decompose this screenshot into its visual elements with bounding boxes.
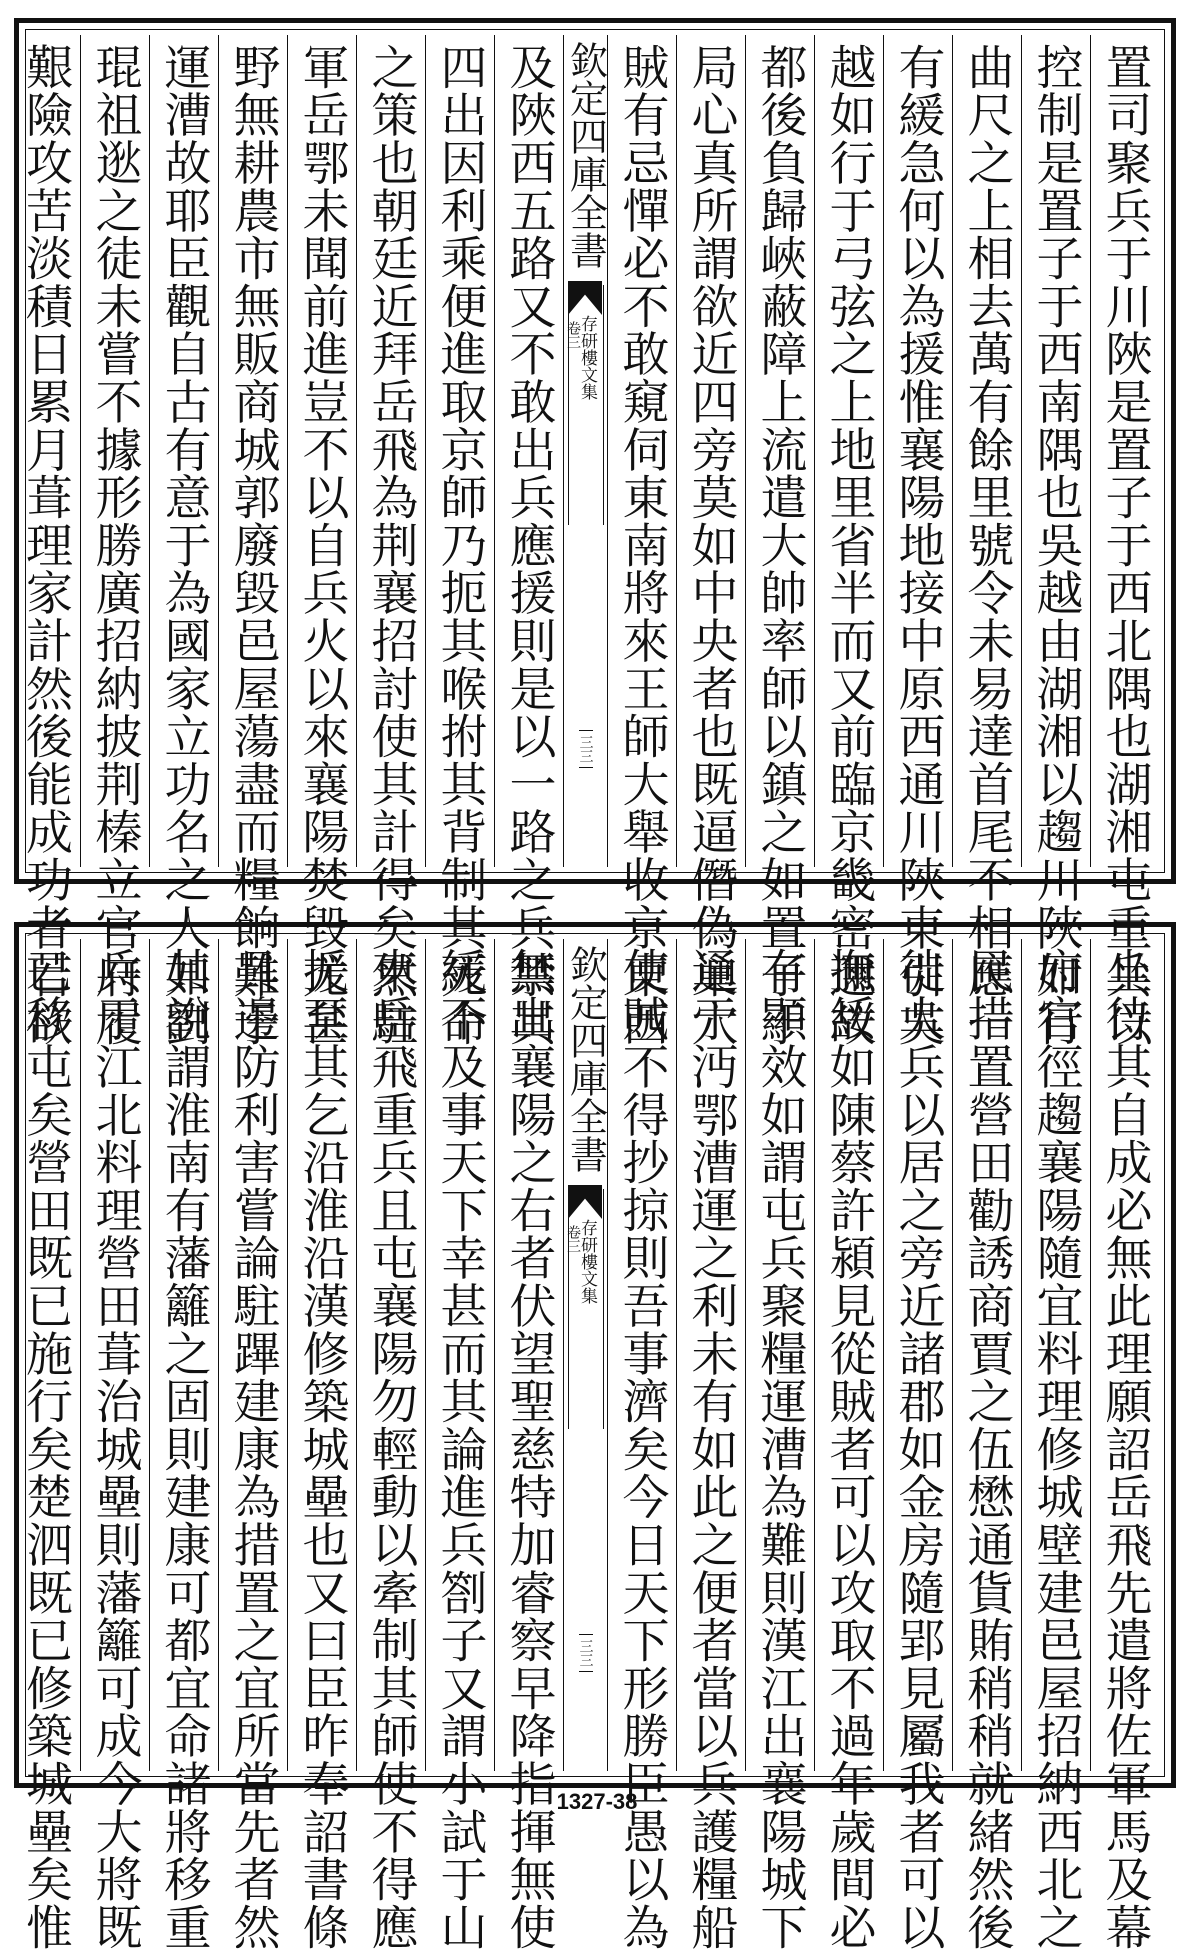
text-column [356,35,425,1047]
center-fold-column [563,35,607,867]
text-column [80,35,149,1047]
text-column [287,939,356,1951]
column-text: 置司聚兵于川陜是置子于西北隅也湖湘屯重兵以 [1097,43,1153,1047]
column-text: 都後負歸峽蔽障上流遣大帥率師以鎮之如置子于 [752,43,808,1047]
column-text: 使賊不得抄掠則吾事濟矣今日天下形勝臣愚以為 [614,947,670,1951]
column-text: 兵于江北料理營田葺治城壘則藩籬可成今大將既 [87,947,143,1951]
volume-label: 卷三 [565,321,581,349]
column-text: 琨祖逖之徒未嘗不據形勝廣招納披荆榛立官府履 [87,43,143,1047]
text-column [1021,35,1090,1047]
text-column [745,35,814,1047]
text-column [607,939,676,1951]
column-text: 曲尺之上相去萬有餘里號令未易達首尾不相應一 [959,43,1015,1047]
text-column [676,939,745,1951]
column-text: 及陜西五路又不敢出兵應援則是以一路之兵禁其 [501,43,557,1047]
center-fold-column [563,939,607,1771]
text-column [425,35,494,1047]
column-text: 援至其乞沿淮沿漢修築城壘也又曰臣昨奉詔書條 [294,947,350,1951]
text-column [883,939,952,1951]
text-column [11,35,80,1047]
text-column [952,35,1021,1047]
book-title: 欽定四庫全書 [563,41,608,269]
text-column [814,939,883,1951]
column-text: 撫綏如陳蔡許潁見從賊者可以攻取不過年歲間必 [821,947,877,1951]
text-column [494,35,563,1047]
text-column [149,939,218,1951]
column-text: 運漕故耶臣觀自古有意于為國家立功名之人如劉 [156,43,212,1047]
text-column [952,939,1021,1951]
top-text-columns [18,35,1159,1047]
text-column [1090,35,1159,1047]
text-column [1021,939,1090,1951]
fishtail-mark-icon [568,281,602,315]
text-column [11,939,80,1951]
column-text: 徙大兵以居之旁近諸郡如金房隨郢見屬我者可以 [890,947,946,1951]
text-column [80,939,149,1951]
column-text: 府官徑趨襄陽隨宜料理修城壁建邑屋招納西北之 [1028,947,1084,1951]
column-text: 坐待其自成必無此理願詔岳飛先遣將佐軍馬及幕 [1097,947,1153,1951]
column-text: 四出因利乘便進取京師乃扼其喉拊其背制其死命 [432,43,488,1047]
column-text: 具邊防利害嘗論駐蹕建康為措置之宜所當先者然 [225,947,281,1951]
section-title: 存研樓文集 [577,1219,597,1304]
page-number: 1327-38 [556,1789,638,1814]
column-text: 野無耕農市無販商城郭廢毀邑屋蕩盡而糧餉難于 [225,43,281,1047]
column-text: 艱險攻苦淡積日累月葺理家計然後能成功者若欲 [18,43,73,1047]
column-text: 已移屯矣營田既已施行矣楚泗既已修築城壘矣惟 [18,947,73,1951]
text-column [494,939,563,1951]
fishtail-mark-icon [568,1185,602,1219]
column-text: 賊有忌憚必不敢窺伺東南將來王師大舉收京東西 [614,43,670,1047]
column-text: 軍岳鄂未聞前進豈不以自兵火以來襄陽焚毀尤甚 [294,43,350,1047]
section-title: 存研樓文集 [577,315,597,400]
text-column [149,35,218,1047]
volume-label: 卷三 [565,1225,581,1253]
text-column [425,939,494,1951]
leaf-number: 三三 [579,1634,593,1672]
text-column [814,35,883,1047]
column-text: 控制是置子于西南隅也吳越由湖湘以趨川陜如行 [1028,43,1084,1047]
text-column [676,35,745,1047]
text-column [607,35,676,1047]
column-text: 其說謂淮南有藩籬之固則建康可都宜命諸將移重 [156,947,212,1951]
column-text: 越如行于弓弦之上地里省半而又前臨京畿密邇故 [821,43,877,1047]
text-column [1090,939,1159,1951]
leaf-number: 三三 [579,730,593,768]
text-column [745,939,814,1951]
column-text: 通于沔鄂漕運之利未有如此之便者當以兵護糧船 [683,947,739,1951]
book-title: 欽定四庫全書 [563,945,608,1173]
top-page-frame [14,18,1176,1047]
text-column [356,939,425,1951]
column-text: 緩不及事天下幸甚而其論進兵劄子又謂小試于山 [432,947,488,1951]
column-text: 民措置營田勸誘商賈之伍懋通貨賄稍稍就緒然後 [959,947,1015,1951]
column-text: 局心真所謂欲近四旁莫如中央者也既逼僭偽巢穴 [683,43,739,1047]
text-column [218,939,287,1951]
text-column [287,35,356,1047]
column-text: 有顯效如謂屯兵聚糧運漕為難則漢江出襄陽城下 [752,947,808,1951]
column-text: 東岳飛重兵且屯襄陽勿輕動以牽制其師使不得應 [363,947,419,1951]
column-text: 有緩急何以為援惟襄陽地接中原西通川陜東引吳 [890,43,946,1047]
text-column [883,35,952,1047]
text-column [218,35,287,1047]
column-text: 無出襄陽之右者伏望聖慈特加睿察早降指揮無使 [501,947,557,1951]
column-text: 之策也朝廷近拜岳飛為荆襄招討使其計得矣然駐 [363,43,419,1047]
